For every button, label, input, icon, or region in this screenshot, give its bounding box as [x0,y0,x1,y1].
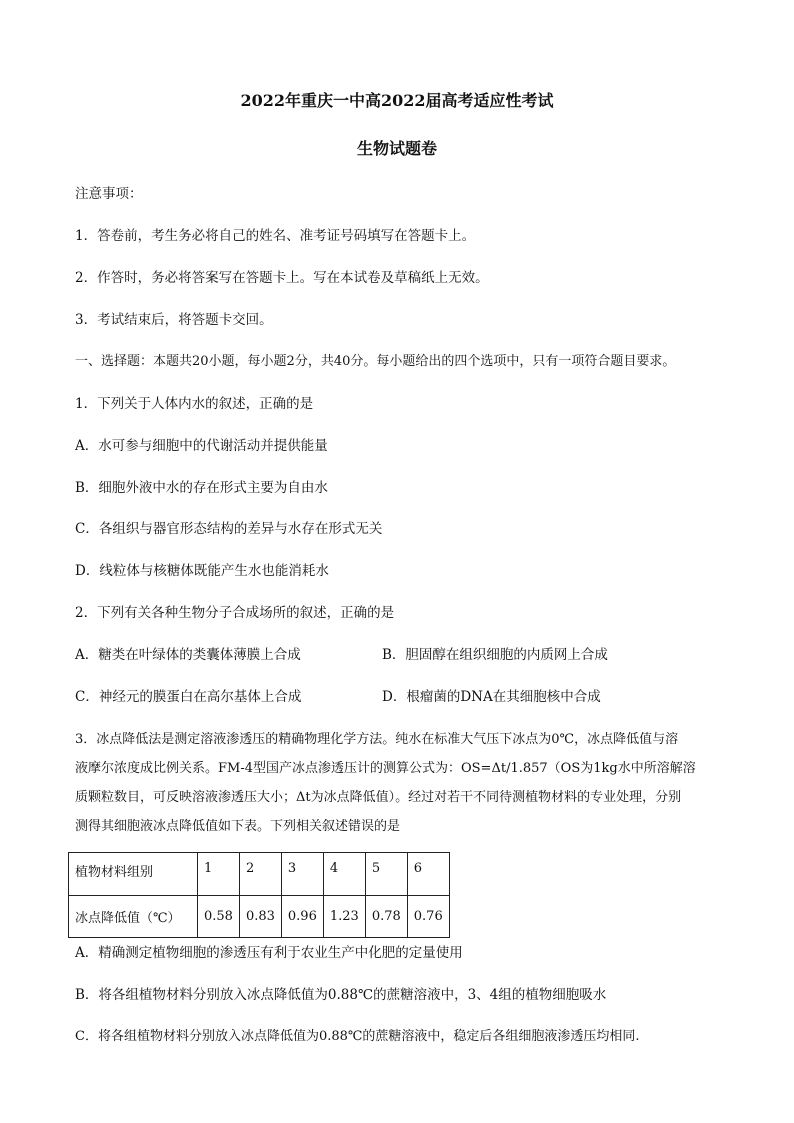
table-cell: 2 [239,853,281,896]
question-option: A．糖类在叶绿体的类囊体薄膜上合成 [75,647,301,663]
question-stem-line: 液摩尔浓度成比例关系。FM-4型国产冰点渗透压计的测算公式为：OS=Δt/1.857（OS为1kg水中所溶解溶 [75,761,696,776]
question-option: C．各组织与器官形态结构的差异与水存在形式无关 [75,521,383,537]
table-cell: 5 [365,853,407,896]
table-cell: 植物材料组别 [69,853,198,896]
notice-heading: 注意事项： [75,186,143,202]
notice-item: 1．答卷前，考生务必将自己的姓名、准考证号码填写在答题卡上。 [75,228,476,244]
table-cell: 1.23 [323,896,365,938]
table-row [69,896,450,938]
question-option: C．将各组植物材料分别放入冰点降低值为0.88℃的蔗糖溶液中，稳定后各组细胞液渗透压均相同. [75,1029,640,1044]
table-cell: 0.58 [198,896,240,938]
question-stem-line: 3．冰点降低法是测定溶液渗透压的精确物理化学方法。纯水在标准大气压下冰点为0℃，冰点降低值与溶 [75,732,679,747]
exam-title: 2022年重庆一中高2022届高考适应性考试 [240,91,554,110]
exam-subtitle: 生物试题卷 [356,139,437,158]
notice-item: 3．考试结束后，将答题卡交回。 [75,312,273,328]
question-stem-line: 测得其细胞液冰点降低值如下表。下列相关叙述错误的是 [75,819,401,834]
table-cell: 1 [198,853,240,896]
question-option: B．细胞外液中水的存在形式主要为自由水 [75,480,328,496]
question-option: A．精确测定植物细胞的渗透压有利于农业生产中化肥的定量使用 [75,945,463,961]
table-cell: 6 [407,853,449,896]
table-cell: 0.83 [239,896,281,938]
question-option: A．水可参与细胞中的代谢活动并提供能量 [75,438,328,454]
table-cell: 0.96 [281,896,323,938]
section-heading: 一、选择题：本题共20小题，每小题2分，共40分。每小题给出的四个选项中，只有一项符合题目要求。 [75,354,676,369]
question-option: D．根瘤菌的DNA在其细胞核中合成 [382,689,601,705]
question-option: B．将各组植物材料分别放入冰点降低值为0.88℃的蔗糖溶液中，3、4组的植物细胞吸水 [75,987,607,1003]
table-cell: 0.76 [407,896,449,938]
table-cell: 冰点降低值（℃） [69,896,198,938]
notice-item: 2．作答时，务必将答案写在答题卡上。写在本试卷及草稿纸上无效。 [75,270,489,286]
table-cell: 0.78 [365,896,407,938]
table-row [69,853,450,896]
table-cell: 3 [281,853,323,896]
question-option: D．线粒体与核糖体既能产生水也能消耗水 [75,563,329,579]
question-option: C．神经元的膜蛋白在高尔基体上合成 [75,689,302,705]
question-stem-line: 质颗粒数目，可反映溶液渗透压大小；Δt为冰点降低值）。经过对若干不同待测植物材料的专业处理，分别 [75,790,682,805]
freezing-point-table [68,852,450,938]
question-stem: 2．下列有关各种生物分子合成场所的叙述，正确的是 [75,605,395,621]
question-option: B．胆固醇在组织细胞的内质网上合成 [382,647,608,663]
table-cell: 4 [323,853,365,896]
question-stem: 1．下列关于人体内水的叙述，正确的是 [75,396,314,412]
